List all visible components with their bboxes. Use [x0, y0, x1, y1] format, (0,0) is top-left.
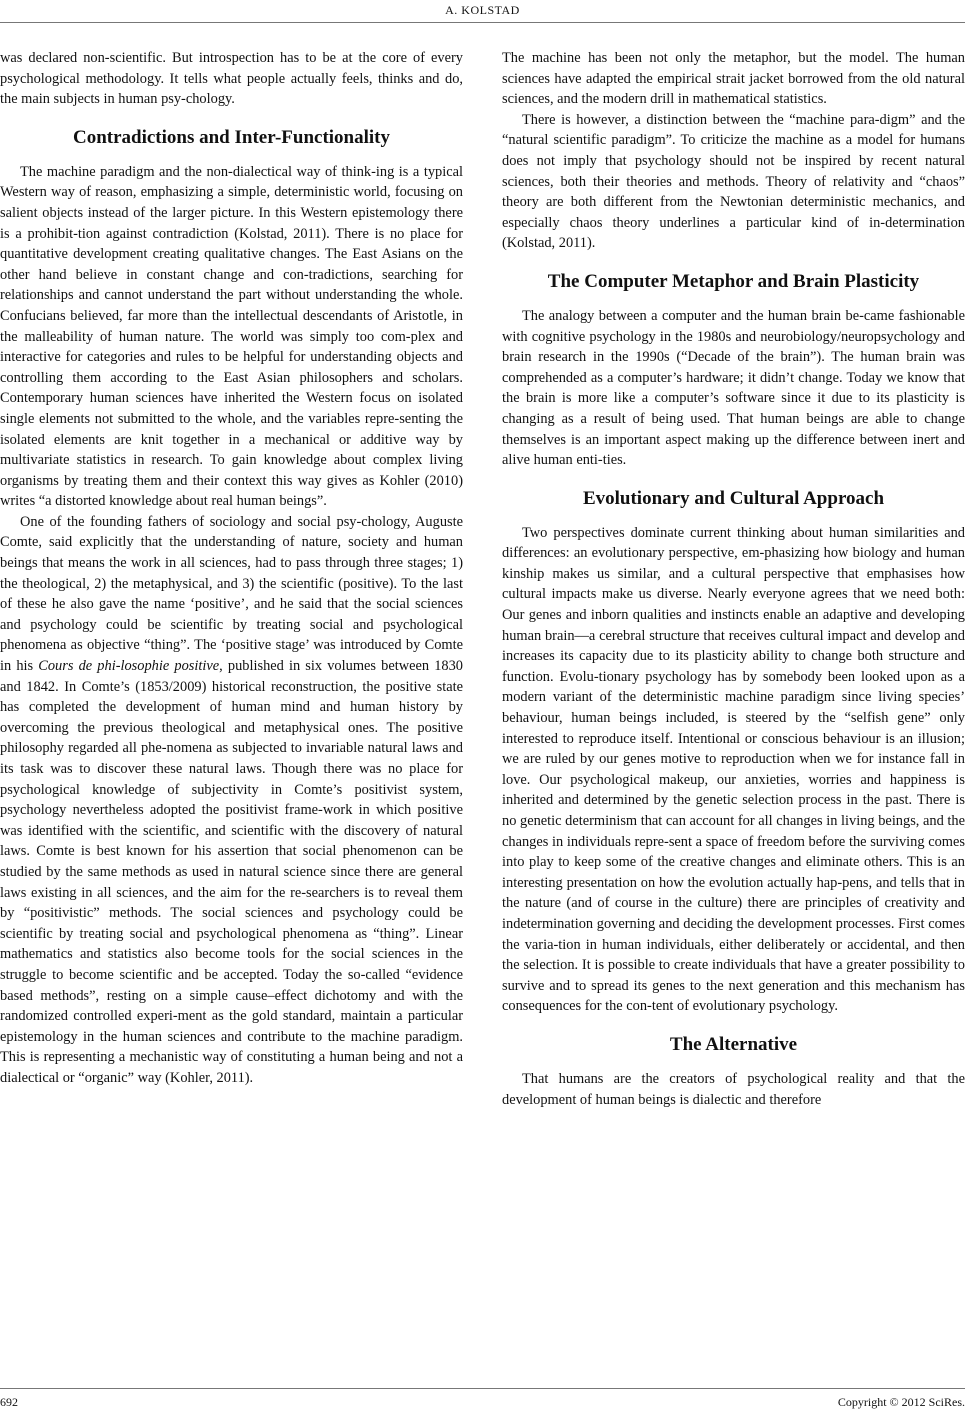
- paragraph: The analogy between a computer and the human brain be-came fashionable with cognitive psychology in the 1980s and neurobiology/neuropsychology and brain research in the 1990s (“Decade of the brain”). The human brain was comprehended as a computer’s hardware; it didn’t change. Today we know that the brain is more like a computer’s software since it due to its plasticity is changing as a result of being used. That human beings are able to change themselves is an important aspect making up the difference between inert and alive human enti-ties.: [502, 307, 965, 469]
- paragraph: That humans are the creators of psychological reality and that the development of human beings is dialectic and therefore: [502, 1070, 965, 1108]
- left-column: [0, 48, 463, 1089]
- section-heading-evolutionary: Evolutionary and Cultural Approach: [582, 487, 885, 509]
- paragraph-comte: [0, 512, 463, 1089]
- text-span: , published in six volumes between 1830 and 1842. In Comte’s (1853/2009) historical reconstruction, the positive state has completed the development of human mind and human history by overcoming the previous theological and metaphysical ones. The positive philosophy regarded all phe-nomena as subjected to invariable natural laws and its task was to discover these natural laws. Though there was no place for psychological knowledge of subjectivity in Comte’s positivist system, psychology nevertheless adopted the positivist frame-work in which positive was identified with the scientific, and scientific with the discovery of natural laws. Comte is best known for his assertion that social phenomenon can be studied by the same methods as used in natural science since there are general laws existing in all sciences, and the aim for the re-searchers is to reveal them by “positivistic” methods. The social sciences and psychology could be scientific by treating social and psychological phenomena as “thing”. Linear mathematics and statistics also become tools for the social sciences in the struggle to become scientific and be accepted. Today the so-called “evidence based methods”, resting on a simple cause–effect dichotomy and with the randomized controlled experi-ment as the gold standard, maintain a particular epistemology in the human sciences and contribute to the machine paradigm. This is representing a mechanistic way of constituting a human being and not a dialectical or “organic” way (Kohler, 2011).: [0, 658, 463, 1086]
- copyright-notice: Copyright © 2012 SciRes.: [837, 1395, 965, 1409]
- footer-rule: [0, 1388, 965, 1389]
- section-heading-alternative: The Alternative: [669, 1033, 798, 1055]
- right-column: [502, 48, 965, 1110]
- paragraph: was declared non-scientific. But introspection has to be at the core of every psychological methodology. It tells what people actually feels, thinks and do, the main subjects in human psy-chology.: [0, 50, 463, 108]
- section-heading-computer-metaphor: The Computer Metaphor and Brain Plasticity: [547, 270, 920, 292]
- header-rule: [0, 22, 965, 23]
- book-title: Cours de phi-losophie positive: [38, 658, 220, 675]
- paragraph: There is however, a distinction between the “machine para-digm” and the “natural scientific paradigm”. To criticize the machine as a model for humans does not imply that psychology should not be inspired by recent natural sciences, both their theories and methods. Theory of relativity and “chaos” theory are both different from the Newtonian deterministic mechanics, and especially chaos theory underlines a particular kind of in-determination (Kolstad, 2011).: [502, 111, 965, 252]
- page-number: 692: [0, 1395, 18, 1409]
- paragraph: The machine has been not only the metaphor, but the model. The human sciences have adapted the empirical strait jacket borrowed from the old natural sciences, and the modern drill in mathematical statistics.: [502, 50, 965, 108]
- running-head: A. KOLSTAD: [445, 3, 520, 17]
- section-heading-contradictions: Contradictions and Inter-Functionality: [72, 126, 391, 148]
- text-span: One of the founding fathers of sociology and social psy-chology, Auguste Comte, said explicitly that the understanding of nature, society and human beings that means the work in all sciences, had to pass through three stages; 1) the theological, 2) the metaphysical, and 3) the scientific (positive). To the last of these he also gave the name ‘positive’, and he said that the social sciences and psychology could be scientific by treating social and psychological phenomena as objective “thing”. The ‘positive stage’ was introduced by Comte in his: [0, 513, 463, 675]
- paragraph: Two perspectives dominate current thinking about human similarities and differences: an evolutionary perspective, em-phasizing how biology and human kinship makes us similar, and a cultural perspective that emphasises how cultural impacts make us diverse. Nearly everyone agrees that we need both: Our genes and inborn qualities and instincts enable an adaptive and developing human brain—a cerebral structure that receives cultural impact and develop and increases its capacity due to its plasticity ability to change both structure and function. Evolu-tionary psychology has by somebody been looked upon as a modern variant of the deterministic machine paradigm since living species’ behaviour, human beings included, is steered by the “selfish gene” only interested to reproduce itself. Intentional or conscious behaviour is an illusion; we are ruled by our genes motive to reproduction when we for instance fall in love. Our psychological makeup, our anxieties, worries and happiness is inherited and determined by the genetic selection process in the past. There is no genetic determinism that can account for all changes in living beings, and the changes in individuals repre-sent a space of freedom before the surviving comes into play to keep some of the creative changes and eliminate others. This is an interesting presentation on how the evolution actually hap-pens, and tells that in the nature (and of course in the culture) there are principles of creativity and indetermination governing and deciding the development processes. First comes the varia-tion in human individuals, either deliberately or accidental, and then the selection. It is possible to create individuals that have a greater possibility to survive and to spread its genes to the next generation and this mechanism has consequences for the con-tent of evolutionary psychology.: [502, 524, 965, 1015]
- paragraph: The machine paradigm and the non-dialectical way of think-ing is a typical Western way of reason, emphasizing a simple, deterministic world, focusing on salient objects instead of the larger picture. In this Western epistemology there is a prohibit-tion against contradiction (Kolstad, 2011). There is no place for quantitative development creating qualitative changes. The East Asians on the other hand believe in constant change and con-tradictions, searching for relationships and cannot understand the part without understanding the whole. Confucians believed, far more than the intellectual descendants of Aristotle, in the malleability of human nature. The world was simply too com-plex and interactive for categories and rules to be helpful for understanding objects and controlling them according to the East Asian philosophers and scholars. Contemporary human sciences have inherited the Western focus on isolated single elements not submitted to the whole, and the variables repre-senting the isolated elements are knit together in a mechanical or additive way by multivariate statistics in research. To gain knowledge about complex living organisms by treating them and their context this way gives as Kohler (2010) writes “a distorted knowledge about real human beings”.: [0, 163, 463, 510]
